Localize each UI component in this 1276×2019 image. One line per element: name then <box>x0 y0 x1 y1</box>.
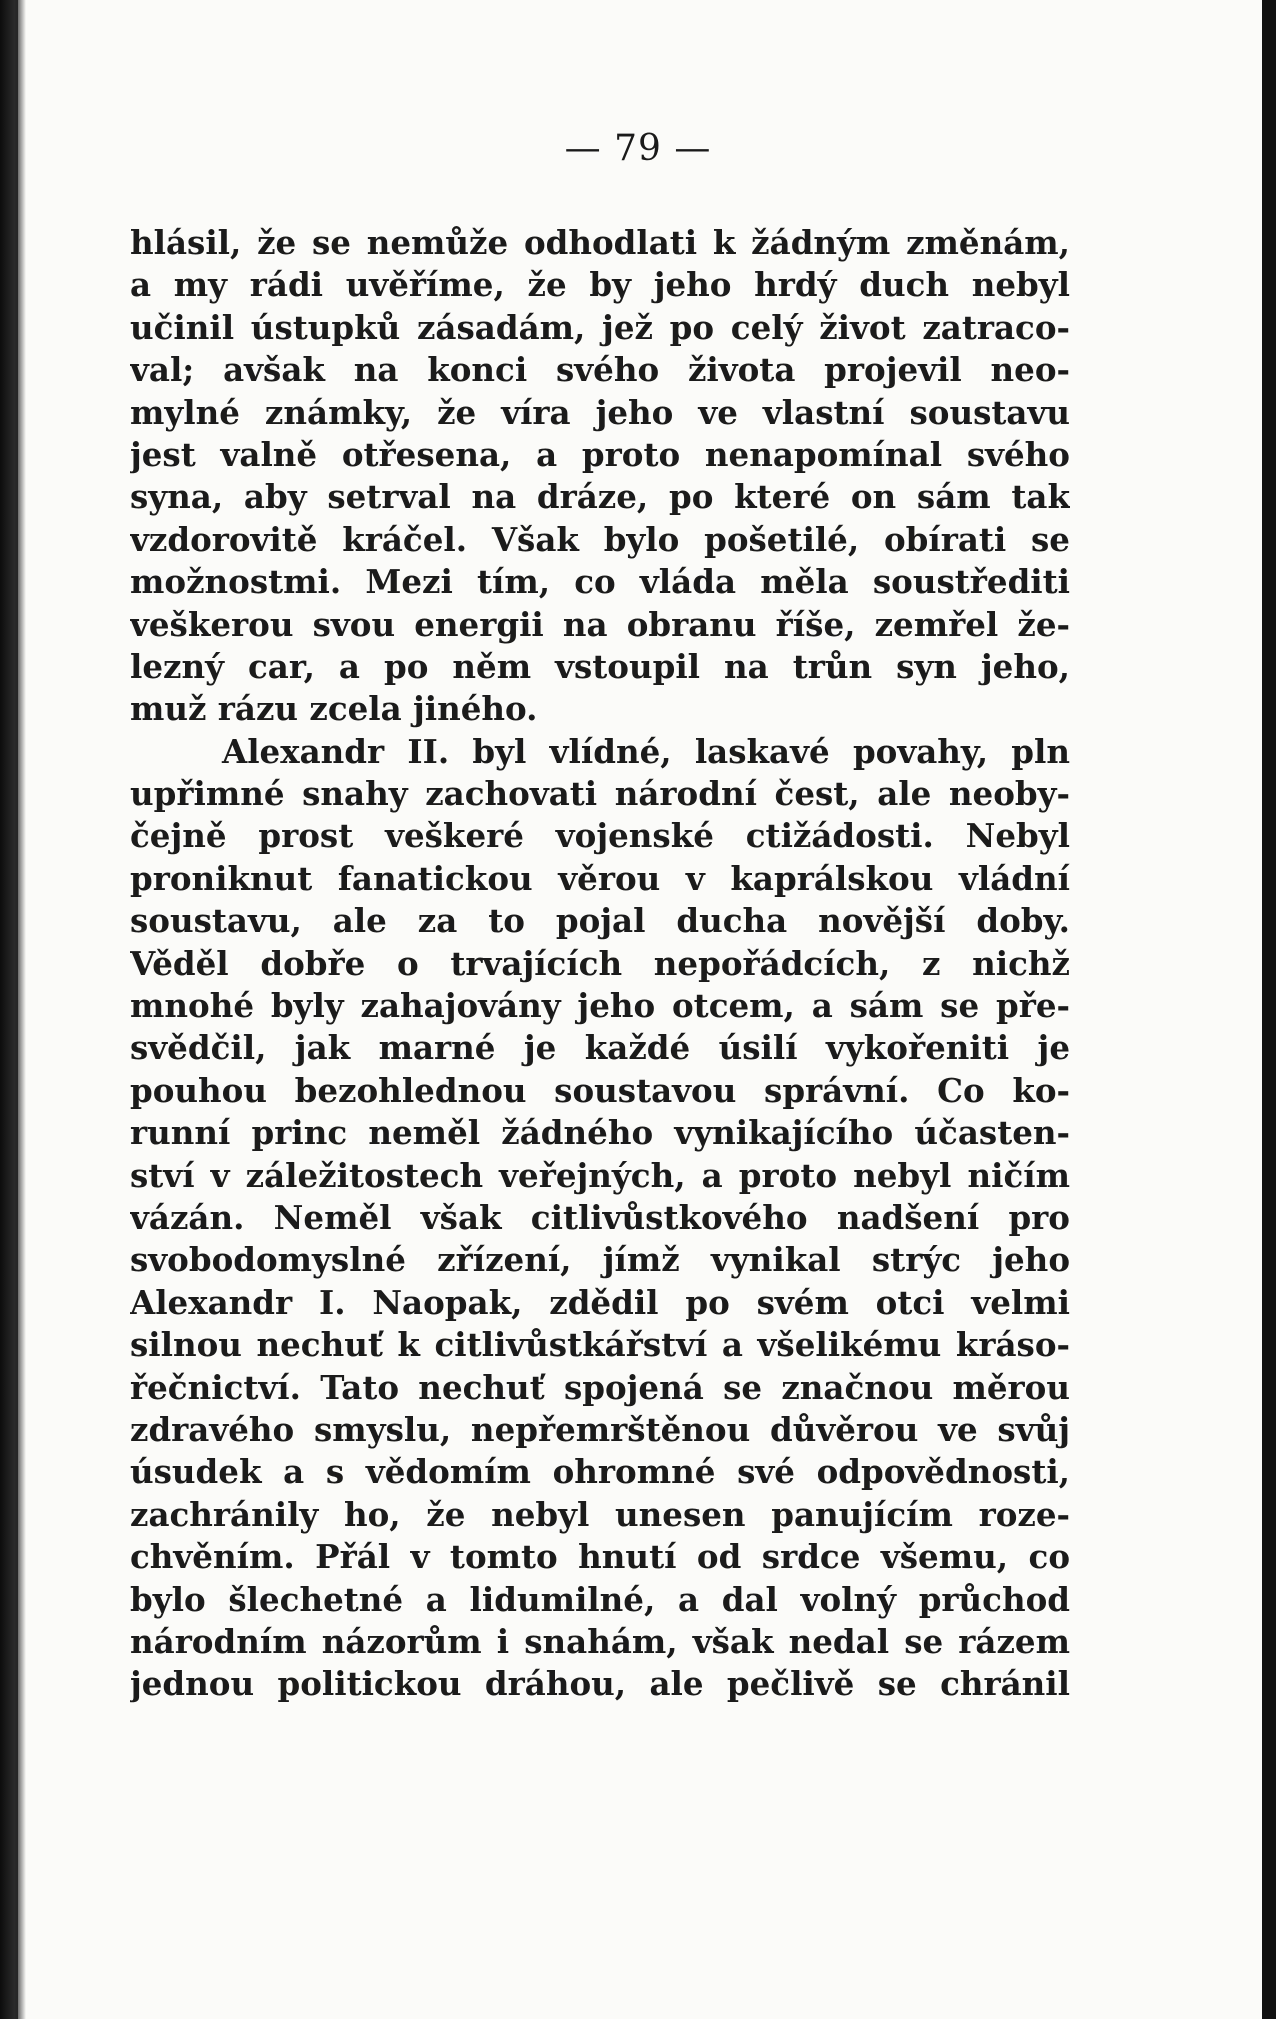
text-line: čejně prost veškeré vojenské ctižádosti. Nebyl <box>130 816 1070 856</box>
text-line: jest valně otřesena, a proto nenapomínal svého <box>130 434 1070 474</box>
page-edge <box>1262 0 1276 2019</box>
text-line: mylné známky, že víra jeho ve vlastní soustavu <box>130 392 1070 432</box>
text-line: mnohé byly zahajovány jeho otcem, a sám se pře- <box>130 986 1070 1026</box>
text-line: silnou nechuť k citlivůstkářství a všelikému kráso- <box>130 1325 1070 1365</box>
text-line: hlásil, že se nemůže odhodlati k žádným změnám, <box>130 223 1070 262</box>
text-line: učinil ústupků zásadám, jež po celý život zatraco- <box>130 307 1070 347</box>
text-line: ství v záležitostech veřejných, a proto nebyl ničím <box>130 1155 1070 1195</box>
text-line: zachránily ho, že nebyl unesen panujícím roze- <box>130 1494 1070 1534</box>
text-line: úsudek a s vědomím ohromné své odpovědnosti, <box>130 1452 1070 1492</box>
body-text <box>130 222 1070 1706</box>
text-line: a my rádi uvěříme, že by jeho hrdý duch nebyl <box>130 265 1070 305</box>
text-line: lezný car, a po něm vstoupil na trůn syn jeho, <box>130 646 1070 686</box>
text-line: Věděl dobře o trvajících nepořádcích, z nichž <box>130 943 1070 983</box>
paragraph-first-line: Alexandr II. byl vlídné, laskavé povahy, pln <box>222 731 1070 771</box>
text-line: zdravého smyslu, nepřemrštěnou důvěrou ve svůj <box>130 1409 1070 1449</box>
text-line: val; avšak na konci svého života projevil neo- <box>130 350 1070 390</box>
paragraph-last-line: muž rázu zcela jiného. <box>130 689 538 729</box>
page-number: — 79 — <box>564 128 712 169</box>
text-line: možnostmi. Mezi tím, co vláda měla soustřediti <box>130 562 1070 602</box>
text-line: svobodomyslné zřízení, jímž vynikal strýc jeho <box>130 1240 1070 1280</box>
text-line: národním názorům i snahám, však nedal se rázem <box>130 1621 1070 1661</box>
text-line: Alexandr I. Naopak, zdědil po svém otci velmi <box>130 1282 1070 1322</box>
text-line: runní princ neměl žádného vynikajícího účasten- <box>130 1113 1070 1153</box>
text-line: soustavu, ale za to pojal ducha novější doby. <box>130 901 1070 941</box>
text-line: upřimné snahy zachovati národní čest, ale neoby- <box>130 774 1070 814</box>
text-line: řečnictví. Tato nechuť spojená se značnou měrou <box>130 1367 1070 1407</box>
text-line: jednou politickou dráhou, ale pečlivě se chránil <box>130 1664 1070 1704</box>
binding-shadow <box>0 0 26 2019</box>
text-line: proniknut fanatickou věrou v kaprálskou vládní <box>130 858 1070 898</box>
text-line: vázán. Neměl však citlivůstkového nadšení pro <box>130 1197 1070 1237</box>
text-line: pouhou bezohlednou soustavou správní. Co ko- <box>130 1070 1070 1110</box>
text-line: vzdorovitě kráčel. Však bylo pošetilé, obírati se <box>130 519 1070 559</box>
text-line: svědčil, jak marné je každé úsilí vykořeniti je <box>130 1028 1070 1068</box>
text-line: veškerou svou energii na obranu říše, zemřel že- <box>130 604 1070 644</box>
text-line: bylo šlechetné a lidumilné, a dal volný průchod <box>130 1579 1070 1619</box>
text-line: chvěním. Přál v tomto hnutí od srdce všemu, co <box>130 1537 1070 1577</box>
text-line: syna, aby setrval na dráze, po které on sám tak <box>130 477 1070 517</box>
